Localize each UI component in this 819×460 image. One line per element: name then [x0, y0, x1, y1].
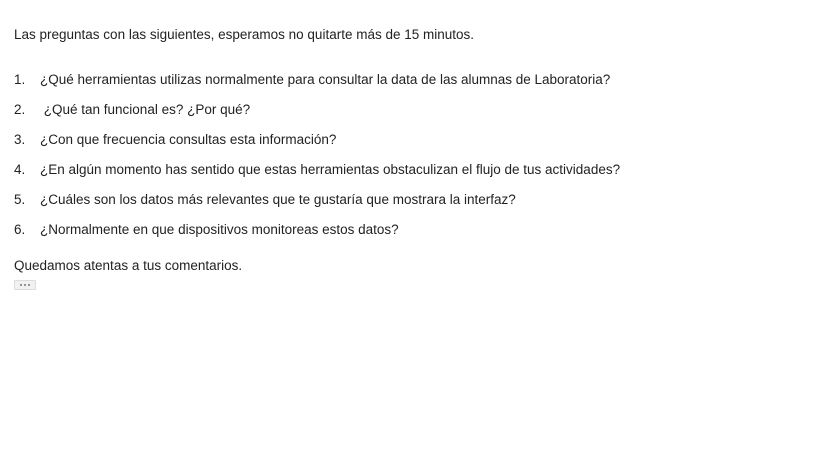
question-item — [14, 131, 804, 161]
question-text: ¿Con que frecuencia consultas esta información? — [40, 132, 337, 147]
question-number: 2. — [14, 102, 26, 117]
show-trimmed-content-button[interactable] — [14, 280, 36, 290]
question-number: 3. — [14, 132, 26, 147]
question-item — [14, 161, 804, 191]
message-body — [14, 26, 804, 290]
question-item — [14, 191, 804, 221]
ellipsis-icon — [20, 284, 30, 286]
question-text: ¿Qué tan funcional es? ¿Por qué? — [40, 102, 251, 117]
question-item — [14, 101, 804, 131]
question-item — [14, 221, 804, 251]
question-number: 6. — [14, 222, 26, 237]
question-text: ¿Cuáles son los datos más relevantes que te gustaría que mostrara la interfaz? — [40, 192, 516, 207]
closing-text: Quedamos atentas a tus comentarios. — [14, 258, 243, 273]
question-number: 4. — [14, 162, 26, 177]
question-number: 5. — [14, 192, 26, 207]
question-text: ¿En algún momento has sentido que estas herramientas obstaculizan el flujo de tus actividades? — [40, 162, 621, 177]
question-list — [14, 71, 804, 251]
question-text: ¿Qué herramientas utilizas normalmente para consultar la data de las alumnas de Laboratoria? — [40, 72, 611, 87]
question-item — [14, 71, 804, 101]
question-text: ¿Normalmente en que dispositivos monitoreas estos datos? — [40, 222, 399, 237]
intro-text: Las preguntas con las siguientes, esperamos no quitarte más de 15 minutos. — [14, 27, 475, 42]
question-number: 1. — [14, 72, 26, 87]
